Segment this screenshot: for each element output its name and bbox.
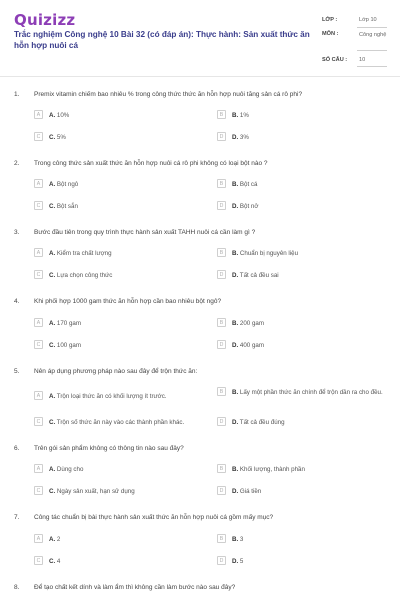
question-text: Để tạo chất kết dính và làm ẩm thì không cần làm bước nào sau đây? bbox=[34, 584, 236, 591]
option-text: 10% bbox=[56, 111, 70, 119]
option-letter-box: D bbox=[217, 417, 226, 426]
option-text: 3% bbox=[239, 133, 249, 141]
subject-underline bbox=[357, 50, 387, 51]
option-label: B. bbox=[232, 535, 239, 543]
option-letter-box: C bbox=[34, 417, 43, 426]
option-text: 5 bbox=[239, 557, 244, 565]
option-label: A. bbox=[49, 249, 56, 257]
option-text: 100 gam bbox=[56, 341, 82, 349]
option-text: Kiểm tra chất lượng bbox=[56, 249, 112, 257]
option-label: B. bbox=[232, 111, 239, 119]
option-letter-box: B bbox=[217, 318, 226, 327]
question-number: 6. bbox=[14, 445, 20, 452]
question-number: 8. bbox=[14, 584, 20, 591]
question-text: Trên gói sản phẩm không có thông tin nào sau đây? bbox=[34, 445, 184, 452]
question-number: 5. bbox=[14, 368, 20, 375]
option-label: D. bbox=[232, 557, 239, 565]
question-number: 4. bbox=[14, 298, 20, 305]
option-label: A. bbox=[49, 319, 56, 327]
option-label: B. bbox=[232, 249, 239, 257]
option-text: Dùng cho bbox=[56, 465, 84, 473]
option-letter-box: A bbox=[34, 391, 43, 400]
question-number: 1. bbox=[14, 91, 20, 98]
option-label: C. bbox=[49, 133, 56, 141]
question-count-underline bbox=[357, 66, 387, 67]
option-label: D. bbox=[232, 202, 239, 210]
question-text: Nên áp dụng phương pháp nào sau đây để trộn thức ăn: bbox=[34, 368, 198, 375]
option-label: C. bbox=[49, 557, 56, 565]
option-text: Chuẩn bị nguyên liệu bbox=[239, 249, 299, 257]
worksheet-header bbox=[0, 0, 400, 76]
option-text: Khối lượng, thành phần bbox=[239, 465, 305, 473]
option-text: Bột ngô bbox=[56, 180, 79, 188]
option-text: Giá tiền bbox=[239, 487, 262, 495]
option-label: B. bbox=[232, 465, 239, 473]
option-letter-box: B bbox=[217, 464, 226, 473]
option-label: C. bbox=[49, 271, 56, 279]
option-label: C. bbox=[49, 487, 56, 495]
option-letter-box: C bbox=[34, 556, 43, 565]
header-divider bbox=[0, 76, 400, 77]
question-count-label: SỐ CÂU : bbox=[322, 57, 348, 63]
option-label: A. bbox=[49, 392, 56, 400]
option-label: D. bbox=[232, 133, 239, 141]
grade-label: LỚP : bbox=[322, 17, 338, 23]
option-letter-box: A bbox=[34, 464, 43, 473]
subject-label: MÔN : bbox=[322, 31, 339, 37]
option-text: Tất cả đều sai bbox=[239, 271, 279, 279]
option-label: C. bbox=[49, 341, 56, 349]
question-number: 7. bbox=[14, 514, 20, 521]
option-letter-box: B bbox=[217, 179, 226, 188]
grade-value: Lớp 10 bbox=[359, 17, 377, 23]
option-letter-box: D bbox=[217, 270, 226, 279]
option-text: Trộn số thức ăn này vào các thành phần khác. bbox=[56, 418, 185, 426]
option-letter-box: D bbox=[217, 340, 226, 349]
question-number: 3. bbox=[14, 229, 20, 236]
option-text: Ngày sản xuất, hạn sử dụng bbox=[56, 487, 135, 495]
question-text: Bước đầu tiên trong quy trình thực hành sản xuất TAHH nuôi cá cần làm gì ? bbox=[34, 229, 256, 236]
option-label: A. bbox=[49, 535, 56, 543]
option-letter-box: B bbox=[217, 534, 226, 543]
option-text: Bột sắn bbox=[56, 202, 78, 210]
option-label: C. bbox=[49, 202, 56, 210]
option-text: Tất cả đều đúng bbox=[239, 418, 285, 426]
option-text: Bột cá bbox=[239, 180, 258, 188]
option-text: 200 gam bbox=[239, 319, 265, 327]
option-letter-box: B bbox=[217, 387, 226, 396]
option-letter-box: A bbox=[34, 318, 43, 327]
question-text: Trong công thức sản xuất thức ăn hỗn hợp nuôi cá rô phi không có loại bột nào ? bbox=[34, 160, 268, 167]
option-letter-box: C bbox=[34, 340, 43, 349]
option-letter-box: A bbox=[34, 248, 43, 257]
question-text: Premix vitamin chiếm bao nhiêu % trong công thức thức ăn hỗn hợp nuôi tăng sản cá rô phi? bbox=[34, 91, 303, 98]
option-text: 2 bbox=[56, 535, 61, 543]
option-text: 4 bbox=[56, 557, 61, 565]
option-label: A. bbox=[49, 180, 56, 188]
option-letter-box: A bbox=[34, 110, 43, 119]
option-label: B. bbox=[232, 319, 239, 327]
option-text: 170 gam bbox=[56, 319, 82, 327]
question-count-value: 10 bbox=[359, 57, 366, 63]
option-text: Trộn loại thức ăn có khối lượng ít trước. bbox=[56, 392, 167, 400]
option-text: Lấy một phần thức ăn chính để trộn dần ra cho đều. bbox=[239, 388, 383, 396]
option-text: 1% bbox=[239, 111, 249, 119]
option-text: 3 bbox=[239, 535, 244, 543]
option-letter-box: D bbox=[217, 556, 226, 565]
option-text: 400 gam bbox=[239, 341, 265, 349]
option-label: A. bbox=[49, 465, 56, 473]
question-number: 2. bbox=[14, 160, 20, 167]
option-label: B. bbox=[232, 388, 239, 396]
grade-underline bbox=[357, 27, 387, 28]
option-label: D. bbox=[232, 418, 239, 426]
quizizz-logo: Quizizz bbox=[14, 11, 76, 29]
option-label: D. bbox=[232, 487, 239, 495]
subject-value: Công nghệ bbox=[359, 32, 387, 38]
option-label: A. bbox=[49, 111, 56, 119]
option-text: Bột nở bbox=[239, 202, 259, 210]
option-letter-box: C bbox=[34, 486, 43, 495]
option-text: Lựa chọn công thức bbox=[56, 271, 113, 279]
option-letter-box: B bbox=[217, 248, 226, 257]
option-text: 5% bbox=[56, 133, 66, 141]
option-letter-box: C bbox=[34, 270, 43, 279]
question-text: Công tác chuẩn bị bài thực hành sản xuất thức ăn hỗn hợp nuôi cá gồm mấy mục? bbox=[34, 514, 274, 521]
option-letter-box: C bbox=[34, 201, 43, 210]
option-letter-box: C bbox=[34, 132, 43, 141]
option-letter-box: A bbox=[34, 534, 43, 543]
option-label: D. bbox=[232, 271, 239, 279]
question-text: Khi phối hợp 1000 gam thức ăn hỗn hợp cần bao nhiêu bột ngô? bbox=[34, 298, 222, 305]
option-letter-box: A bbox=[34, 179, 43, 188]
option-letter-box: D bbox=[217, 132, 226, 141]
option-label: B. bbox=[232, 180, 239, 188]
option-label: D. bbox=[232, 341, 239, 349]
option-letter-box: B bbox=[217, 110, 226, 119]
worksheet-title: Trắc nghiệm Công nghệ 10 Bài 32 (có đáp án): Thực hành: Sản xuất thức ăn hỗn hợp nuôi cá bbox=[14, 30, 310, 50]
option-letter-box: D bbox=[217, 201, 226, 210]
option-letter-box: D bbox=[217, 486, 226, 495]
option-label: C. bbox=[49, 418, 56, 426]
